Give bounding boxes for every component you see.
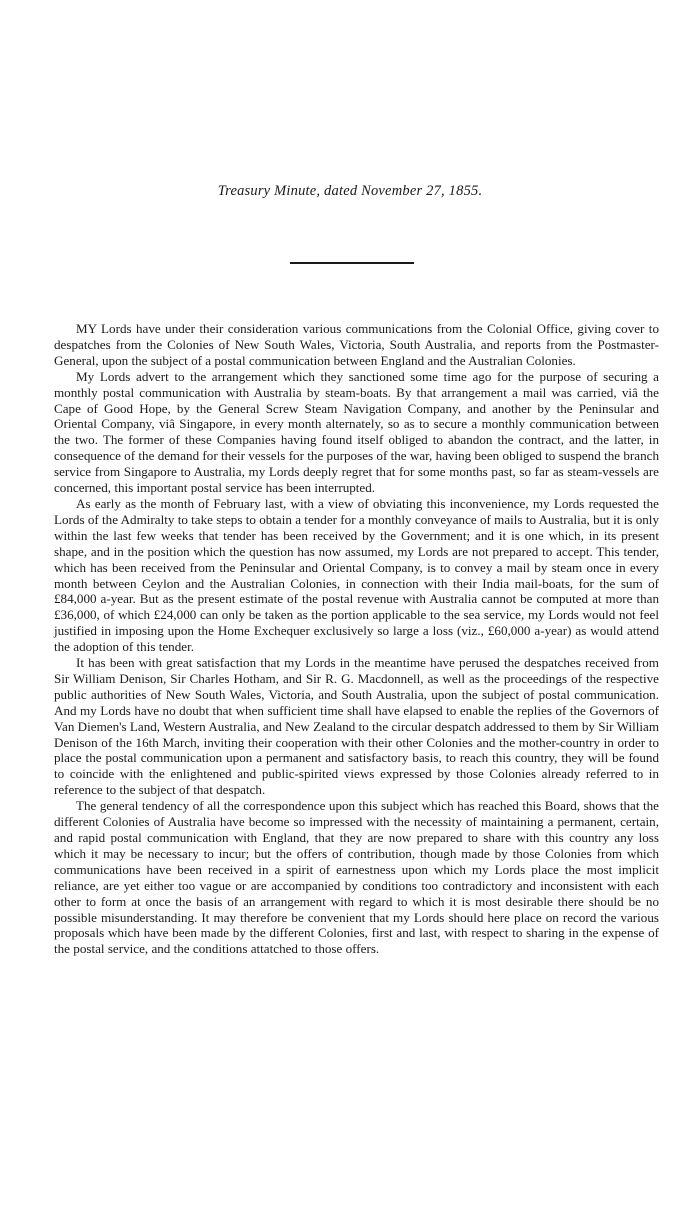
- paragraph: MY Lords have under their consideration various communications from the Colonial Office, giving cover to despatches from the Colonies of New South Wales, Victoria, South Australia, and reports from the Postmaster-General, upon the subject of a postal communication between England and the Australian Colonies.: [54, 321, 659, 368]
- paragraph: It has been with great satisfaction that my Lords in the meantime have perused the despatches received from Sir William Denison, Sir Charles Hotham, and Sir R. G. Macdonnell, as well as the proceedings of the respective public authorities of New South Wales, Victoria, and South Australia, upon the subject of postal communication. And my Lords have no doubt that when sufficient time shall have elapsed to enable the replies of the Governors of Van Diemen's Land, Western Australia, and New Zealand to the circular despatch addressed to them by Sir William Denison of the 16th March, inviting their cooperation with their other Colonies and the mother-country in order to place the postal communication upon a permanent and satisfactory basis, to reach this country, they will be found to coincide with the enlightened and public-spirited views expressed by those Colonies already referred to in reference to the subject of that despatch.: [54, 655, 659, 798]
- title-divider: [290, 262, 414, 264]
- page-title: Treasury Minute, dated November 27, 1855.: [217, 183, 483, 199]
- paragraph: The general tendency of all the correspondence upon this subject which has reached this Board, shows that the different Colonies of Australia have become so impressed with the necessity of maintaining a permanent, certain, and rapid postal communication with England, that they are now prepared to share with this country any loss which it may be necessary to incur; but the offers of contribution, though made by those Colonies from which communications have been received in a spirit of earnestness upon which my Lords place the most implicit reliance, are yet either too vague or are accompanied by conditions too contradictory and inconsistent with each other to form at once the basis of an arrangement with regard to which it is most desirable there should be no possible misunderstanding. It may therefore be convenient that my Lords should here place on record the various proposals which have been made by the different Colonies, first and last, with respect to sharing in the expense of the postal service, and the conditions attatched to those offers.: [54, 798, 659, 957]
- document-body: [54, 321, 659, 957]
- paragraph: My Lords advert to the arrangement which they sanctioned some time ago for the purpose of securing a monthly postal communication with Australia by steam-boats. By that arrangement a mail was carried, viâ the Cape of Good Hope, by the General Screw Steam Navigation Company, and another by the Peninsular and Oriental Company, viâ Singapore, in every month alternately, so as to secure a monthly communication between the two. The former of these Companies having found itself obliged to abandon the contract, and the latter, in consequence of the demand for their vessels for the purposes of the war, having been obliged to suspend the branch service from Singapore to Australia, my Lords deeply regret that for some months past, so far as steam-vessels are concerned, this important postal service has been interrupted.: [54, 368, 659, 496]
- paragraph: As early as the month of February last, with a view of obviating this inconvenience, my Lords requested the Lords of the Admiralty to take steps to obtain a tender for a monthly conveyance of mails to Australia, but it is only within the last few weeks that tender has been received by the Government; and it is one which, in its present shape, and in the position which the question has now assumed, my Lords are not prepared to accept. This tender, which has been received from the Peninsular and Oriental Company, is to convey a mail by steam once in every month between Ceylon and the Australian Colonies, in connection with their India mail-boats, for the sum of £84,000 a-year. But as the present estimate of the postal revenue with Australia cannot be computed at more than £36,000, of which £24,000 can only be taken as the portion applicable to the sea service, my Lords would not feel justified in imposing upon the Home Exchequer exclusively so large a loss (viz., £60,000 a-year) as would attend the adoption of this tender.: [54, 495, 659, 655]
